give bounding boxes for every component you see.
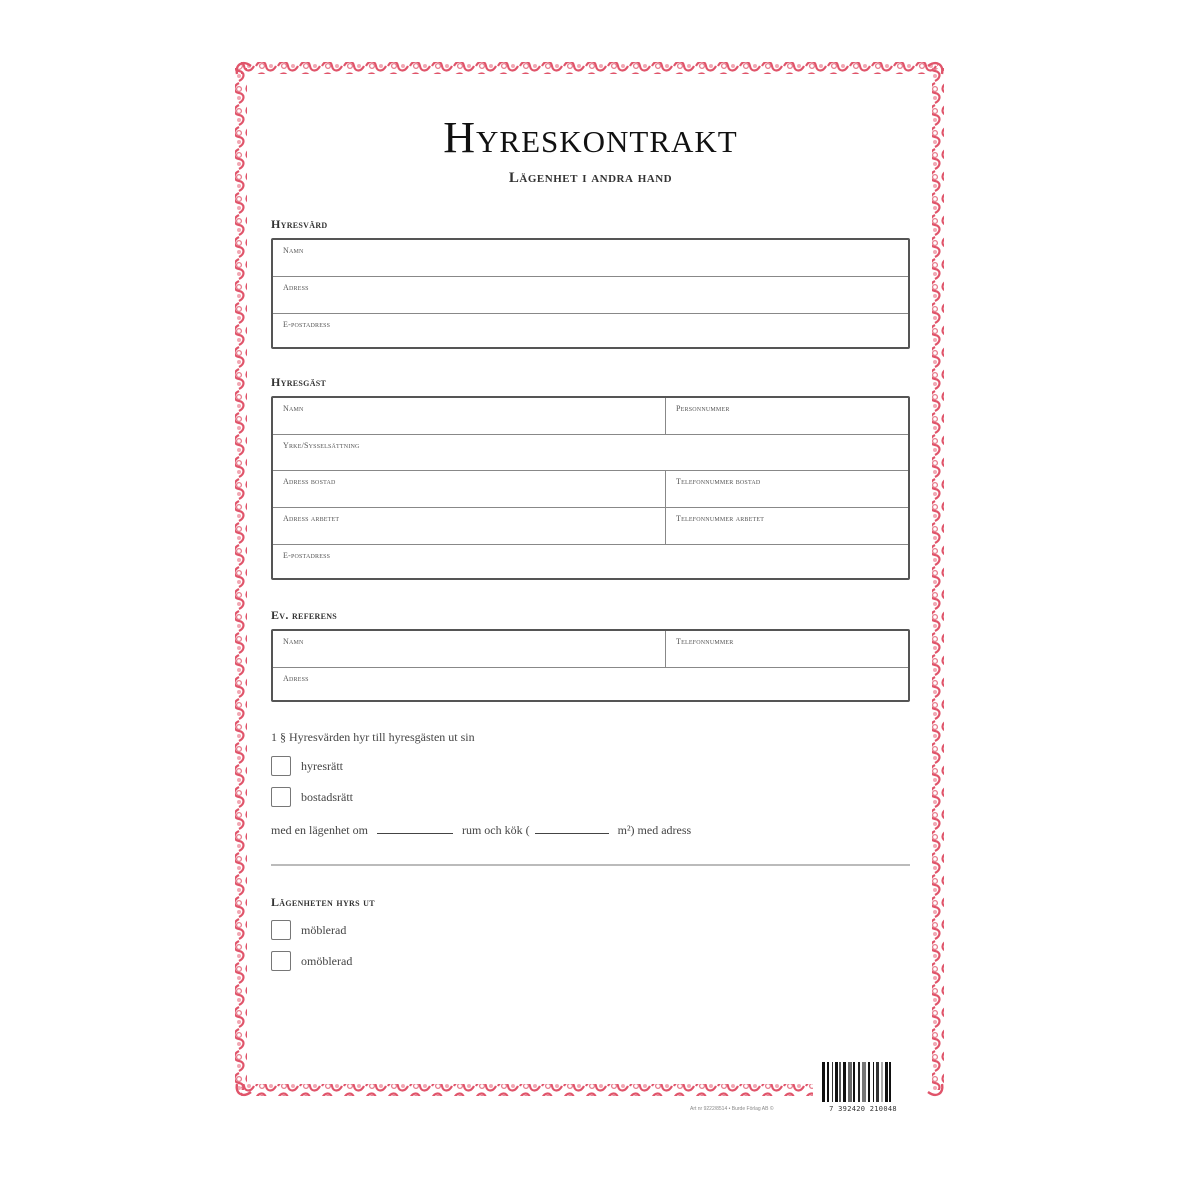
option-bostadsratt[interactable] bbox=[271, 787, 353, 807]
hyresvard-email-field[interactable] bbox=[273, 314, 908, 349]
area-blank-field[interactable] bbox=[535, 832, 609, 834]
field-label: Namn bbox=[283, 637, 304, 646]
field-label: Namn bbox=[283, 246, 304, 255]
field-label: Namn bbox=[283, 404, 304, 413]
hyresgast-box bbox=[271, 396, 910, 580]
checkbox-label: bostadsrätt bbox=[301, 789, 353, 804]
field-label: Adress arbetet bbox=[283, 514, 340, 523]
field-label: E-postadress bbox=[283, 551, 331, 560]
section-heading-hyresvard: Hyresvärd bbox=[271, 217, 328, 231]
article-number-text: Art nr 9222/8514 • Burde Förlag AB © bbox=[690, 1106, 774, 1112]
hyresvard-row-email bbox=[273, 314, 908, 349]
option-hyresratt[interactable] bbox=[271, 756, 343, 776]
referens-row-1 bbox=[273, 631, 908, 668]
hyresgast-occupation-field[interactable] bbox=[273, 435, 908, 470]
checkbox-label: omöblerad bbox=[301, 953, 353, 968]
hyresgast-home-address-field[interactable] bbox=[273, 471, 666, 507]
apartment-details-line bbox=[271, 823, 691, 838]
field-label: Telefonnummer bbox=[676, 637, 734, 646]
field-label: Telefonnummer bostad bbox=[676, 477, 761, 486]
referens-name-field[interactable] bbox=[273, 631, 666, 667]
hyresgast-work-phone-field[interactable] bbox=[666, 508, 908, 544]
section-heading-furnishing: Lägenheten hyrs ut bbox=[271, 895, 375, 909]
hyresvard-row-name bbox=[273, 240, 908, 277]
referens-address-field[interactable] bbox=[273, 668, 908, 700]
referens-row-2 bbox=[273, 668, 908, 700]
hyresvard-address-field[interactable] bbox=[273, 277, 908, 313]
checkbox-moblerad[interactable] bbox=[271, 920, 291, 940]
hyresgast-home-phone-field[interactable] bbox=[666, 471, 908, 507]
text-rooms-suffix: rum och kök ( bbox=[461, 823, 530, 837]
document-title: Hyreskontrakt bbox=[443, 113, 738, 162]
barcode-number: 7 392420 210048 bbox=[829, 1105, 897, 1113]
document-subtitle: Lägenhet i andra hand bbox=[508, 170, 673, 186]
text-rooms-prefix: med en lägenhet om bbox=[271, 823, 368, 837]
checkbox-label: möblerad bbox=[301, 922, 347, 937]
rooms-blank-field[interactable] bbox=[377, 832, 453, 834]
hyresgast-row-1 bbox=[273, 398, 908, 435]
hyresgast-work-address-field[interactable] bbox=[273, 508, 666, 544]
hyresgast-row-5 bbox=[273, 545, 908, 578]
option-moblerad[interactable] bbox=[271, 920, 346, 940]
field-label: E-postadress bbox=[283, 320, 331, 329]
text-area-suffix: m²) med adress bbox=[617, 823, 692, 837]
paragraph-1-intro: 1 § Hyresvärden hyr till hyresgästen ut sin bbox=[271, 730, 475, 744]
hyresgast-row-2 bbox=[273, 435, 908, 471]
hyresvard-row-address bbox=[273, 277, 908, 314]
hyresvard-box bbox=[271, 238, 910, 349]
hyresvard-name-field[interactable] bbox=[273, 240, 908, 276]
checkbox-label: hyresrätt bbox=[301, 758, 343, 773]
hyresgast-row-3 bbox=[273, 471, 908, 508]
referens-box bbox=[271, 629, 910, 702]
field-label: Adress bostad bbox=[283, 477, 336, 486]
option-omoblerad[interactable] bbox=[271, 951, 352, 971]
field-label: Personnummer bbox=[676, 404, 730, 413]
checkbox-bostadsratt[interactable] bbox=[271, 787, 291, 807]
hyresgast-row-4 bbox=[273, 508, 908, 545]
field-label: Adress bbox=[283, 674, 309, 683]
hyresgast-personnummer-field[interactable] bbox=[666, 398, 908, 434]
hyresgast-email-field[interactable] bbox=[273, 545, 908, 578]
section-divider bbox=[271, 864, 910, 866]
section-heading-hyresgast: Hyresgäst bbox=[271, 375, 327, 389]
checkbox-hyresratt[interactable] bbox=[271, 756, 291, 776]
field-label: Adress bbox=[283, 283, 309, 292]
field-label: Yrke/Sysselsättning bbox=[283, 441, 360, 450]
hyresgast-name-field[interactable] bbox=[273, 398, 666, 434]
referens-phone-field[interactable] bbox=[666, 631, 908, 667]
checkbox-omoblerad[interactable] bbox=[271, 951, 291, 971]
field-label: Telefonnummer arbetet bbox=[676, 514, 765, 523]
barcode-icon bbox=[822, 1062, 908, 1102]
section-heading-referens: Ev. referens bbox=[271, 608, 338, 622]
